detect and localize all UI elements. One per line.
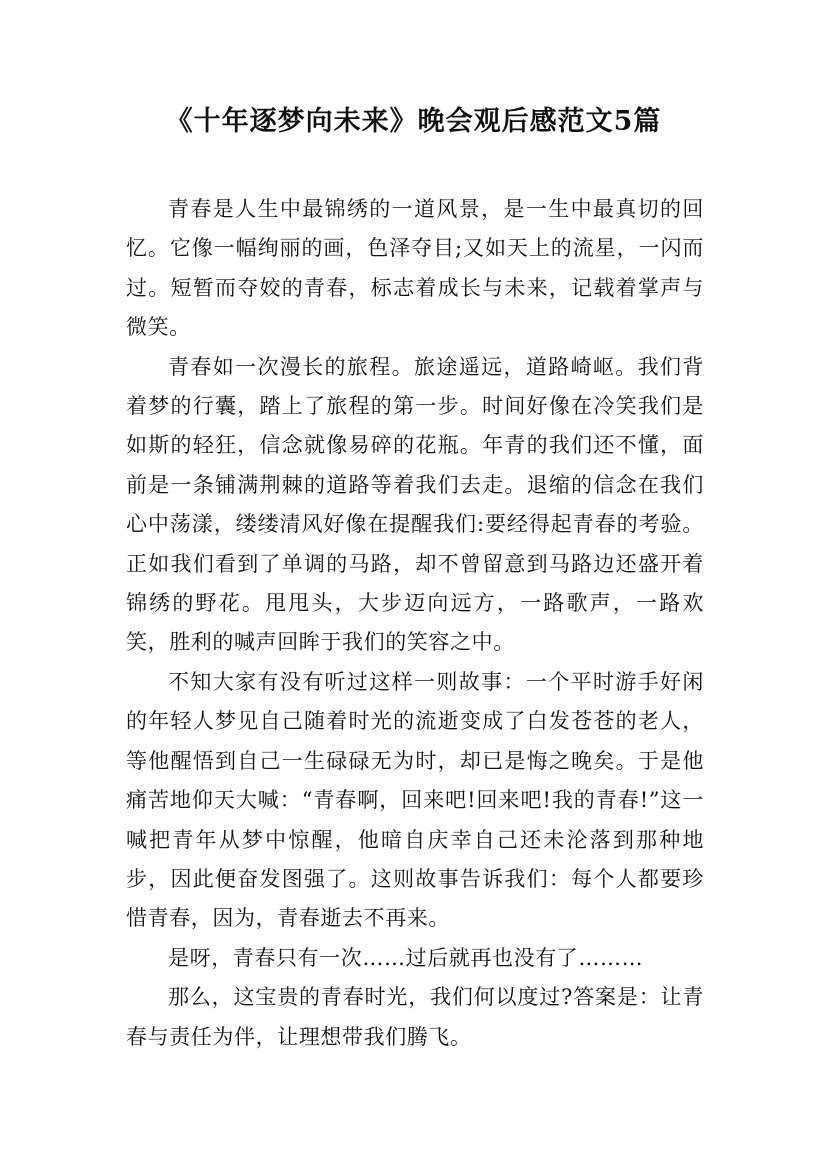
paragraph-3: 不知大家有没有听过这样一则故事：一个平时游手好闲的年轻人梦见自己随着时光的流逝变成了白发苍苍的老人，等他醒悟到自己一生碌碌无为时，却已是悔之晚矣。于是他痛苦地仰天大喊：“青春啊，回来吧!回来吧!我的青春!”这一喊把青年从梦中惊醒，他暗自庆幸自己还未沦落到那种地步，因此便奋发图强了。这则故事告诉我们：每个人都要珍惜青春，因为，青春逝去不再来。 xyxy=(126,669,704,931)
document-body xyxy=(126,190,704,1057)
paragraph-4: 是呀，青春只有一次……过后就再也没有了……… xyxy=(168,945,644,970)
paragraph-2: 青春如一次漫长的旅程。旅途遥远，道路崎岖。我们背着梦的行囊，踏上了旅程的第一步。时间好像在冷笑我们是如斯的轻狂，信念就像易碎的花瓶。年青的我们还不懂，面前是一条铺满荆棘的道路等着我们去走。退缩的信念在我们心中荡漾，缕缕清风好像在提醒我们:要经得起青春的考验。正如我们看到了单调的马路，却不曾留意到马路边还盛开着锦绣的野花。甩甩头，大步迈向远方，一路歌声，一路欢笑，胜利的喊声回眸于我们的笑容之中。 xyxy=(126,354,704,655)
paragraph-1: 青春是人生中最锦绣的一道风景，是一生中最真切的回忆。它像一幅绚丽的画，色泽夺目;又如天上的流星，一闪而过。短暂而夺姣的青春，标志着成长与未来，记载着掌声与微笑。 xyxy=(126,197,704,340)
document-title: 《十年逐梦向未来》晚会观后感范文5篇 xyxy=(165,106,662,137)
paragraph-5: 那么，这宝贵的青春时光，我们何以度过?答案是：让青春与责任为伴，让理想带我们腾飞。 xyxy=(126,985,704,1049)
